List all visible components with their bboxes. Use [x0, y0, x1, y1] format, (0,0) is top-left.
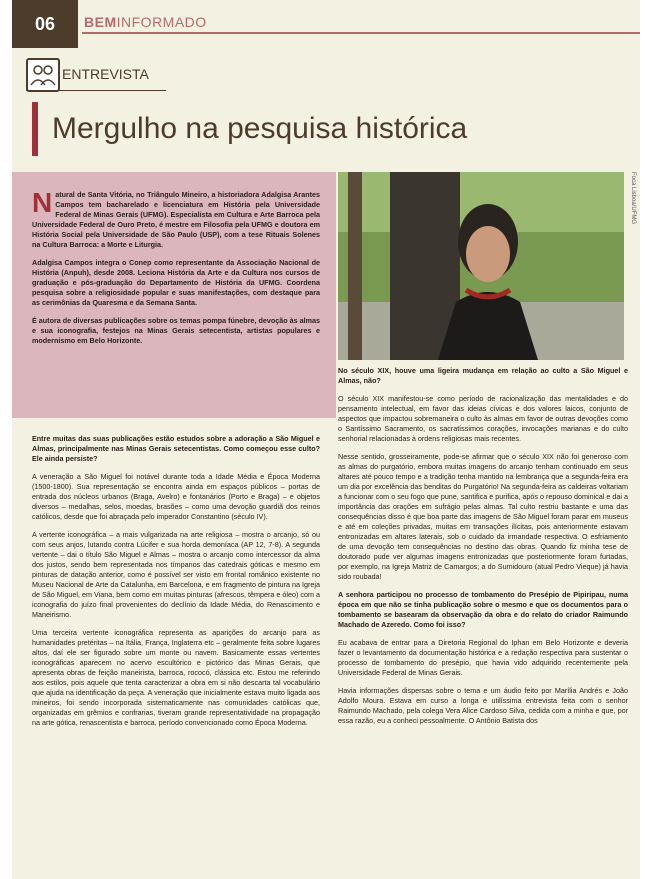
- brand-bold: BEM: [84, 14, 117, 30]
- photo-credit: Foca Lisboa/UFMG: [630, 172, 636, 225]
- answer-paragraph: Eu acabava de entrar para a Diretoria Regional do Iphan em Belo Horizonte e deveria fazer o levantamento da documentação histórica e a redação respectiva para sustentar o processo de tombamento do presépio, que havia vido adquirido recentemente pela Universidade Federal de Minas Gerais.: [338, 638, 628, 677]
- answer-paragraph: Uma terceira vertente iconográfica representa as aparições do arcanjo para as humanidades pretéritas – na Itália, França, Inglaterra etc – geralmente feita sobre lugares altos, daí ele ser figurado sobre um monte ou navem. Basicamente essas vertentes iconográficas aparecem no acervo escultórico e pictórico das Minas Gerais, que apresenta obras de feição maneirista, barroca, rococó, clássica etc. Estou me referindo aos estilos, pois aquele que tenta caracterizar a obra em si não descarta tal vocabulário que ajuda na identificação da peça. A veneração que inicialmente estava muito ligada aos mineiros, foi sendo incorporada sistematicamente nas comunidades católicas que, organizadas em grêmios e confrarias, tiveram grande representatividade na propagação na arte gótica, renascentista e barroca, período convencionado como Época Moderna.: [32, 628, 320, 727]
- page-number: 06: [12, 0, 78, 48]
- section-rule: [26, 90, 166, 91]
- intro-box: [12, 172, 336, 418]
- intro-paragraph-2: Adalgisa Campos integra o Conep como representante da Associação Nacional de História (Anpuh), desde 2008. Leciona História da Arte e da Cultura nos cursos de graduação e pós-graduação do Departamento de História da UFMG. Coordena pesquisa sobre a religiosidade popular e suas manifestações, com destaque para as cerimônias da Quaresma e da Semana Santa.: [32, 258, 320, 307]
- intro-paragraph-3: É autora de diversas publicações sobre os temas pompa fúnebre, devoção às almas e sua iconografia, festejos na Minas Gerais setecentista, artistas populares e modernismo em Belo Horizonte.: [32, 316, 321, 345]
- answer-paragraph: Havia informações dispersas sobre o tema e um áudio feito por Marília Andrés e João Adolfo Moura. Estava em curso a longa e utilíssima entrevista feita com o senhor Raimundo Machado, pela colega Vera Alice Cardoso Silva, cedida com a minha e que, por essa razão, eu a conheci pessoalmente. O Antônio Batista dos: [338, 686, 628, 725]
- answer-paragraph: Nesse sentido, grosseiramente, pode-se afirmar que o século XIX não foi generoso com as almas do purgatório, embora muitas imagens do arcanjo tenham continuado em seus altares até pouco tempo e a tradição tenha mantido na lembrança que a segunda-feira era um dia por excelência das benditas do Purgatório! Na segunda-feira as caldeiras voltariam a funcionar com o seu fogo que pune, santifica e purifica, após o repouso dominical e dai a importância das orações em sufrágio pelas almas. Tal culto restriu bastante e uma das consequências disso é que boa parte das imagens de São Miguel foram parar em museus e até em coleções privadas, muitas em transações ilícitas, pois anteriormente estavam entronizadas em altares laterais, sob o cuidado da irmandade respectiva. O esfriamento de uma devoção tem consequências no destino das obras. Quando fiz minha tese de doutorado pude ver algumas imagens entronizadas que posteriormente foram furtadas, por exemplo, na Igreja Matriz de Camargos; a do Sumidouro (atual Pedro Vieque) já havia sido roubada!: [338, 452, 628, 581]
- interviewee-photo: [338, 172, 624, 360]
- brand-regular: INFORMADO: [116, 14, 207, 30]
- drop-cap: N: [32, 187, 53, 218]
- question: No século XIX, houve uma ligeira mudança em relação ao culto a São Miguel e Almas, não?: [338, 366, 628, 385]
- publication-brand: [84, 14, 207, 30]
- page-header: [12, 0, 640, 48]
- people-icon: [26, 58, 60, 92]
- article-title: Mergulho na pesquisa histórica: [52, 112, 468, 145]
- section-label: ENTREVISTA: [62, 66, 149, 82]
- answer-paragraph: A veneração a São Miguel foi notável durante toda a Idade Média e Época Moderna (1500-1800). Sua representação se encontra ainda em espaços públicos – portas de entrada dos núcleos urbanos (Braga, Avelro) e fontanários (Porto e Braga) – e objetos diversos – medalhas, selos, moedas, brasões – como uma devoção guardiã dos reinos católicos, desde que foi abraçada pelo imperador Constantino (século IV).: [32, 472, 320, 521]
- magazine-page: [12, 0, 640, 879]
- question: A senhora participou no processo de tombamento do Presépio de Pipiripau, numa época em que não se tinha publicação sobre o mesmo e que os documentos para o tombamento se basearam da observação da obra e do relato do criador Raimundo Machado de Azeredo. Como foi isso?: [338, 590, 628, 629]
- right-column: [338, 366, 628, 734]
- title-accent-bar: [32, 102, 38, 156]
- answer-paragraph: A vertente iconográfica – a mais vulgarizada na arte religiosa – mostra o arcanjo, só ou com seus anjos, lutando contra Lúcifer e sua horda demoníaca (AP 12, 7-8). A segunda vertente – dai o título São Miguel e Almas – mostra o arcanjo como intercessor da alma dos justos, sendo bem representada nos tímpanos das catedrais góticas e mesmo em pinturas de datação anterior, como é possível ser visto em frontal românico existente no Museu Nacional de Arte da Catalunha, em Barcelona, e em fragmento de pintura na Igreja de São Miguel, em Viana, bem como em muitas pinturas (afrescos, têmpera e óleo) com a iconografia do juízo final provenientes do declínio da Idade Média, do Renascimento e Maneirismo.: [32, 530, 320, 619]
- intro-paragraph-1: Natural de Santa Vitória, no Triângulo Mineiro, a historiadora Adalgisa Arantes Campos tem bacharelado e licenciatura em História pela Universidade Federal de Minas Gerais (UFMG). Especialista em Cultura e Arte Barroca pela Universidade Federal de Ouro Preto, é mestre em Filosofia pela UFMG e doutora em História Social pela Universidade de São Paulo (USP), com a tese Rituais Solenes na Cultura Barroca: a Morte e Liturgia.: [32, 187, 320, 249]
- answer-paragraph: O século XIX manifestou-se como período de racionalização das mentalidades e do pensamento intelectual, em favor das ideias cívicas e dos valores laicos, conjunto de aspectos que impactou sobremaneira o culto às almas em favor de outras devoções como o Santíssimo Sacramento, os sacratíssimos corações, invocações marianas e do culto senhorial relacionadas à ordens religiosas mais recentes.: [338, 394, 628, 443]
- header-rule: [82, 32, 640, 34]
- question: Entre muitas das suas publicações estão estudos sobre a adoração a São Miguel e Almas, principalmente nas Minas Gerais setecentistas. Como começou esse culto? Ele ainda persiste?: [32, 434, 320, 463]
- left-column: [32, 434, 320, 736]
